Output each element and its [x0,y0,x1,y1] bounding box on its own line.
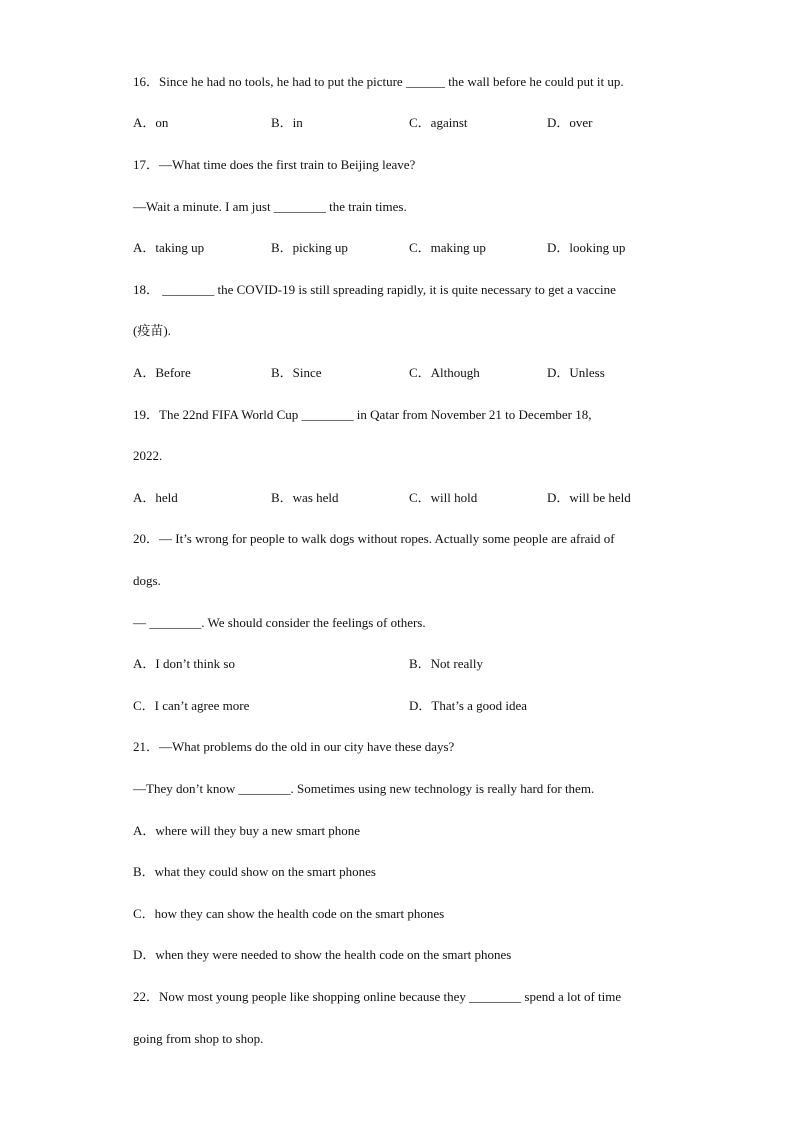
q17-option-c: C．making up [409,240,486,255]
question-20-stem-cont: dogs. [133,573,161,588]
q21-option-a: A．where will they buy a new smart phone [133,823,361,838]
q21-option-d: D．when they were needed to show the health code on the smart phones [133,947,512,962]
q18-option-c: C．Although [409,365,480,380]
q21-option-c: C．how they can show the health code on the smart phones [133,906,445,921]
q20-option-a: A．I don’t think so [133,656,235,671]
q17-option-b: B．picking up [271,240,348,255]
question-18-stem-cont: (疫苗). [133,323,171,338]
question-19-stem-cont: 2022. [133,448,163,463]
q20-option-c: C．I can’t agree more [133,698,250,713]
q19-option-b: B．was held [271,490,339,505]
question-22-stem: 22．Now most young people like shopping online because they ________ spend a lot of time [133,989,622,1004]
question-21-stem: 21．—What problems do the old in our city have these days? [133,739,455,754]
q20-option-b: B．Not really [409,656,484,671]
question-18-stem: 18． ________ the COVID-19 is still spreading rapidly, it is quite necessary to get a vaccine [133,282,616,297]
question-22-stem-cont: going from shop to shop. [133,1031,264,1046]
q18-option-b: B．Since [271,365,322,380]
q16-option-b: B．in [271,115,303,130]
q19-option-a: A．held [133,490,178,505]
q18-option-d: D．Unless [547,365,605,380]
question-19-stem: 19．The 22nd FIFA World Cup ________ in Qatar from November 21 to December 18, [133,407,592,422]
q16-option-d: D．over [547,115,593,130]
question-17-reply: —Wait a minute. I am just ________ the train times. [133,199,407,214]
question-21-reply: —They don’t know ________. Sometimes using new technology is really hard for them. [133,781,595,796]
q19-option-d: D．will be held [547,490,631,505]
q21-option-b: B．what they could show on the smart phones [133,864,376,879]
q20-option-d: D．That’s a good idea [409,698,528,713]
q16-option-c: C．against [409,115,468,130]
q16-option-a: A．on [133,115,169,130]
question-20-reply: — ________. We should consider the feelings of others. [133,615,426,630]
question-20-stem: 20．— It’s wrong for people to walk dogs without ropes. Actually some people are afraid of [133,531,615,546]
question-16-stem: 16．Since he had no tools, he had to put the picture ______ the wall before he could put it up. [133,74,624,89]
q19-option-c: C．will hold [409,490,478,505]
q18-option-a: A．Before [133,365,191,380]
question-17-stem: 17．—What time does the first train to Beijing leave? [133,157,416,172]
q17-option-d: D．looking up [547,240,626,255]
q17-option-a: A．taking up [133,240,205,255]
